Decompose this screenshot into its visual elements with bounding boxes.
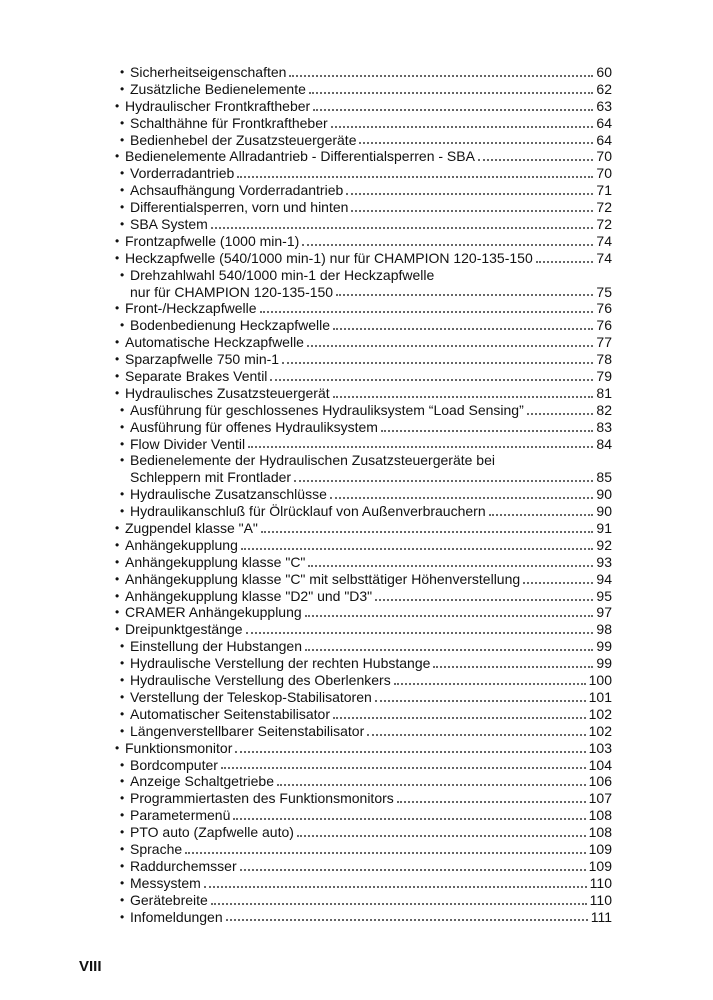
toc-entry-title: Gerätebreite [130, 891, 208, 908]
toc-entry-page: 77 [596, 334, 612, 351]
bullet-icon: • [115, 521, 120, 536]
bullet-icon: • [120, 706, 125, 721]
toc-entry[interactable] [112, 385, 612, 402]
toc-entry-title: Parametermenü [130, 807, 231, 824]
toc-entry-title: Ausführung für offenes Hydrauliksystem [130, 418, 378, 435]
dot-leader [282, 362, 593, 364]
toc-entry[interactable] [112, 503, 612, 520]
bullet-icon: • [120, 267, 125, 282]
toc-entry-title: Bodenbedienung Heckzapfwelle [130, 317, 331, 334]
dot-leader [211, 903, 587, 905]
toc-entry[interactable] [112, 621, 612, 638]
toc-entry[interactable] [112, 638, 612, 655]
toc-entry[interactable] [112, 469, 612, 486]
bullet-icon: • [120, 166, 125, 181]
toc-entry-page: 106 [588, 773, 612, 790]
toc-entry[interactable] [112, 841, 612, 858]
dot-leader [305, 615, 594, 617]
toc-entry-title: Vorderradantrieb [130, 165, 235, 182]
dot-leader [221, 767, 586, 769]
toc-entry[interactable] [112, 64, 612, 81]
toc-entry[interactable] [112, 672, 612, 689]
toc-entry[interactable] [112, 233, 612, 250]
toc-entry-title: Bedienelemente der Hydraulischen Zusatzsteuergeräte bei [130, 452, 495, 469]
toc-entry-title: Separate Brakes Ventil [125, 368, 268, 385]
toc-entry-page: 72 [596, 216, 612, 232]
page-number: VIII [79, 958, 102, 975]
bullet-icon: • [120, 419, 125, 434]
dot-leader [333, 717, 586, 719]
toc-entry-page: 101 [588, 688, 612, 705]
toc-entry[interactable] [112, 773, 612, 790]
toc-entry[interactable] [112, 909, 612, 926]
dot-leader [346, 193, 593, 195]
toc-entry[interactable] [112, 807, 612, 824]
toc-entry-title: Heckzapfwelle (540/1000 min-1) nur für CHAMPION 120-135-150 [125, 249, 533, 266]
bullet-icon: • [120, 825, 125, 840]
toc-entry-title: Achsaufhängung Vorderradantrieb [130, 182, 344, 199]
dot-leader [381, 430, 593, 432]
bullet-icon: • [120, 774, 125, 789]
dot-leader [261, 531, 594, 533]
toc-entry[interactable] [112, 351, 612, 368]
dot-leader [270, 379, 593, 381]
bullet-icon: • [120, 453, 125, 468]
bullet-icon: • [115, 149, 120, 164]
dot-leader [433, 666, 593, 668]
toc-entry-title: Drehzahlwahl 540/1000 min-1 der Heckzapfwelle [130, 266, 435, 283]
bullet-icon: • [120, 132, 125, 147]
toc-entry-title: Hydraulisches Zusatzsteuergerät [125, 384, 330, 401]
bullet-icon: • [120, 791, 125, 806]
toc-entry-page: 84 [596, 435, 612, 452]
table-of-contents [112, 64, 612, 925]
toc-entry-title: Anhängekupplung [125, 536, 238, 553]
dot-leader [489, 514, 594, 516]
toc-entry-page: 71 [596, 182, 612, 199]
toc-entry-page: 74 [596, 232, 612, 249]
toc-entry-title: Schalthähne für Frontkraftheber [130, 114, 328, 131]
toc-entry-page: 75 [596, 283, 612, 300]
toc-entry-title: Bordcomputer [130, 756, 218, 773]
toc-entry-page: 79 [596, 368, 612, 385]
dot-leader [351, 210, 593, 212]
bullet-icon: • [120, 81, 125, 96]
dot-leader [226, 919, 588, 921]
toc-entry[interactable] [112, 300, 612, 317]
toc-entry-title: Hydraulische Zusatzanschlüsse [130, 486, 327, 503]
toc-entry[interactable] [112, 824, 612, 841]
bullet-icon: • [120, 808, 125, 823]
toc-entry-title: Automatische Heckzapfwelle [125, 334, 304, 351]
bullet-icon: • [120, 200, 125, 215]
bullet-icon: • [115, 335, 120, 350]
toc-entry[interactable] [112, 334, 612, 351]
bullet-icon: • [120, 892, 125, 907]
toc-entry[interactable] [112, 317, 612, 334]
toc-entry-page: 97 [596, 604, 612, 621]
toc-entry-page: 90 [596, 503, 612, 520]
toc-entry-title: Bedienhebel der Zusatzsteuergeräte [130, 131, 357, 148]
toc-entry[interactable] [112, 165, 612, 182]
dot-leader [359, 142, 593, 144]
dot-leader [536, 261, 594, 263]
bullet-icon: • [120, 64, 125, 79]
dot-leader [211, 227, 594, 229]
toc-entry-title: CRAMER Anhängekupplung [125, 604, 302, 621]
dot-leader [375, 599, 593, 601]
toc-entry-page: 82 [596, 401, 612, 418]
toc-entry-title: Raddurchemsser [130, 857, 237, 874]
bullet-icon: • [120, 487, 125, 502]
toc-entry-page: 110 [589, 891, 612, 908]
toc-entry[interactable] [112, 402, 612, 419]
toc-entry-title: Anhängekupplung klasse "D2" und "D3" [125, 587, 373, 604]
toc-entry[interactable] [112, 419, 612, 436]
toc-entry[interactable] [112, 520, 612, 537]
toc-entry-title: Infomeldungen [130, 908, 223, 925]
toc-entry-page: 111 [590, 908, 612, 925]
toc-entry-title: Zusätzliche Bedienelemente [130, 80, 306, 97]
bullet-icon: • [120, 115, 125, 130]
toc-entry-page: 95 [596, 587, 612, 604]
toc-entry-page: 70 [596, 165, 612, 182]
toc-entry-page: 104 [588, 756, 612, 773]
dot-leader [248, 446, 593, 448]
toc-entry-page: 90 [596, 486, 612, 503]
toc-entry-title: Automatischer Seitenstabilisator [130, 705, 330, 722]
dot-leader [305, 649, 593, 651]
toc-entry-page: 108 [588, 824, 612, 841]
toc-entry-title: Sicherheitseigenschaften [130, 63, 287, 80]
toc-entry[interactable] [112, 588, 612, 605]
toc-entry[interactable] [112, 790, 612, 807]
toc-entry-page: 85 [596, 469, 612, 486]
toc-entry-title: Einstellung der Hubstangen [130, 638, 303, 655]
dot-leader [297, 835, 586, 837]
toc-entry-page: 63 [596, 97, 612, 114]
dot-leader [204, 886, 587, 888]
toc-entry-page: 62 [596, 80, 612, 97]
toc-entry-title: Frontzapfwelle (1000 min-1) [125, 232, 300, 249]
bullet-icon: • [115, 98, 120, 113]
toc-entry[interactable] [112, 216, 612, 233]
toc-entry[interactable] [112, 858, 612, 875]
toc-entry-page: 70 [596, 148, 612, 165]
bullet-icon: • [115, 740, 120, 755]
dot-leader [527, 413, 594, 415]
dot-leader [336, 294, 593, 296]
toc-entry-page: 64 [596, 114, 612, 131]
toc-entry-title: PTO auto (Zapfwelle auto) [130, 824, 294, 841]
toc-entry-title: Hydraulische Verstellung der rechten Hubstange [130, 655, 431, 672]
toc-entry[interactable] [112, 199, 612, 216]
bullet-icon: • [120, 723, 125, 738]
bullet-icon: • [115, 622, 120, 637]
dot-leader [367, 734, 585, 736]
toc-entry[interactable] [112, 148, 612, 165]
toc-entry-title: Hydraulischer Frontkraftheber [125, 97, 311, 114]
toc-entry[interactable] [112, 875, 612, 892]
toc-entry-page: 92 [596, 536, 612, 553]
dot-leader [307, 345, 593, 347]
toc-entry-title: Front-/Heckzapfwelle [125, 300, 257, 317]
bullet-icon: • [120, 841, 125, 856]
toc-entry-title: Zugpendel klasse "A" [125, 520, 258, 537]
bullet-icon: • [115, 588, 120, 603]
toc-entry-title: Hydraulikanschluß für Ölrücklauf von Außenverbrauchern [130, 503, 486, 520]
bullet-icon: • [115, 352, 120, 367]
toc-entry-page: 99 [596, 638, 612, 655]
toc-entry-title: Anzeige Schaltgetriebe [130, 773, 274, 790]
bullet-icon: • [115, 605, 120, 620]
dot-leader [333, 328, 593, 330]
dot-leader [478, 159, 593, 161]
bullet-icon: • [120, 909, 125, 924]
bullet-icon: • [120, 639, 125, 654]
toc-entry-page: 102 [588, 705, 612, 722]
toc-entry[interactable] [112, 537, 612, 554]
dot-leader [294, 480, 593, 482]
toc-entry-page: 91 [596, 520, 612, 537]
bullet-icon: • [120, 436, 125, 451]
toc-entry-title: SBA System [130, 216, 208, 232]
toc-entry-title: Hydraulische Verstellung des Oberlenkers [130, 672, 391, 689]
dot-leader [246, 632, 594, 634]
toc-entry-title: Flow Divider Ventil [130, 435, 246, 452]
dot-leader [233, 818, 585, 820]
toc-entry-page: 103 [588, 739, 612, 756]
toc-entry[interactable] [112, 368, 612, 385]
bullet-icon: • [120, 183, 125, 198]
toc-entry[interactable] [112, 182, 612, 199]
toc-entry-page: 109 [588, 840, 612, 857]
toc-entry[interactable] [112, 740, 612, 757]
dot-leader [277, 784, 586, 786]
dot-leader [302, 244, 593, 246]
toc-entry-page: 108 [588, 807, 612, 824]
toc-entry-title: Anhängekupplung klasse "C" mit selbsttätiger Höhenverstellung [125, 570, 521, 587]
toc-entry-title: Programmiertasten des Funktionsmonitors [130, 790, 394, 807]
bullet-icon: • [120, 504, 125, 519]
dot-leader [394, 683, 586, 685]
bullet-icon: • [120, 318, 125, 333]
toc-entry[interactable] [112, 605, 612, 622]
toc-entry-page: 109 [588, 857, 612, 874]
toc-entry-title: Längenverstellbarer Seitenstabilisator [130, 722, 365, 739]
toc-entry-page: 74 [596, 249, 612, 266]
toc-entry-title: nur für CHAMPION 120-135-150 [130, 283, 334, 300]
toc-entry-page: 60 [596, 63, 612, 80]
bullet-icon: • [120, 875, 125, 890]
toc-entry-page: 110 [589, 874, 612, 891]
toc-entry-title: Schleppern mit Frontlader [130, 469, 292, 486]
toc-entry-page: 94 [596, 570, 612, 587]
toc-entry[interactable] [112, 689, 612, 706]
dot-leader [240, 869, 586, 871]
bullet-icon: • [115, 385, 120, 400]
toc-entry[interactable] [112, 284, 612, 301]
bullet-icon: • [120, 656, 125, 671]
toc-entry-title: Ausführung für geschlossenes Hydrauliksystem “Load Sensing” [130, 401, 524, 418]
toc-entry-title: Sprache [130, 840, 183, 857]
bullet-icon: • [115, 369, 120, 384]
dot-leader [313, 109, 593, 111]
bullet-icon: • [115, 301, 120, 316]
toc-entry[interactable] [112, 723, 612, 740]
toc-entry[interactable] [112, 452, 612, 469]
dot-leader [289, 75, 593, 77]
dot-leader [330, 497, 594, 499]
toc-entry-page: 93 [596, 553, 612, 570]
toc-entry-page: 76 [596, 300, 612, 317]
bullet-icon: • [115, 571, 120, 586]
toc-entry-page: 64 [596, 131, 612, 148]
bullet-icon: • [115, 537, 120, 552]
toc-entry-page: 107 [588, 790, 612, 807]
toc-entry-page: 98 [596, 621, 612, 638]
toc-entry-title: Sparzapfwelle 750 min-1 [125, 351, 280, 368]
bullet-icon: • [120, 402, 125, 417]
dot-leader [241, 548, 594, 550]
toc-entry[interactable] [112, 706, 612, 723]
toc-entry-page: 76 [596, 317, 612, 334]
toc-entry-title: Differentialsperren, vorn und hinten [130, 199, 349, 216]
dot-leader [309, 92, 594, 94]
toc-entry[interactable] [112, 554, 612, 571]
dot-leader [308, 565, 593, 567]
toc-entry[interactable] [112, 757, 612, 774]
dot-leader [375, 700, 586, 702]
dot-leader [523, 582, 593, 584]
toc-entry-page: 81 [596, 384, 612, 401]
toc-entry[interactable] [112, 436, 612, 453]
toc-entry[interactable] [112, 486, 612, 503]
toc-entry-page: 78 [596, 351, 612, 368]
toc-entry[interactable] [112, 655, 612, 672]
toc-entry-title: Dreipunktgestänge [125, 621, 243, 638]
toc-entry[interactable] [112, 250, 612, 267]
bullet-icon: • [120, 673, 125, 688]
dot-leader [260, 311, 594, 313]
dot-leader [333, 396, 594, 398]
toc-entry[interactable] [112, 115, 612, 132]
toc-entry-title: Funktionsmonitor [125, 739, 233, 756]
toc-entry-title: Messystem [130, 874, 201, 891]
bullet-icon: • [120, 689, 125, 704]
toc-entry[interactable] [112, 132, 612, 149]
bullet-icon: • [115, 554, 120, 569]
bullet-icon: • [115, 233, 120, 248]
toc-entry[interactable] [112, 892, 612, 909]
toc-entry[interactable] [112, 98, 612, 115]
dot-leader [397, 801, 586, 803]
toc-entry-page: 100 [588, 672, 612, 689]
toc-entry-page: 72 [596, 199, 612, 216]
bullet-icon: • [120, 217, 125, 231]
toc-entry-page: 102 [588, 722, 612, 739]
toc-entry-page: 83 [596, 418, 612, 435]
bullet-icon: • [120, 858, 125, 873]
toc-entry[interactable] [112, 571, 612, 588]
toc-entry-title: Bedienelemente Allradantrieb - Differentialsperren - SBA [125, 148, 475, 165]
toc-entry-title: Verstellung der Teleskop-Stabilisatoren [130, 688, 372, 705]
bullet-icon: • [115, 250, 120, 265]
dot-leader [331, 126, 594, 128]
toc-entry-page: 99 [596, 655, 612, 672]
dot-leader [237, 176, 593, 178]
dot-leader [235, 751, 585, 753]
toc-entry-title: Anhängekupplung klasse "C" [125, 553, 306, 570]
dot-leader [185, 852, 585, 854]
toc-entry[interactable] [112, 81, 612, 98]
toc-entry[interactable] [112, 267, 612, 284]
bullet-icon: • [120, 757, 125, 772]
